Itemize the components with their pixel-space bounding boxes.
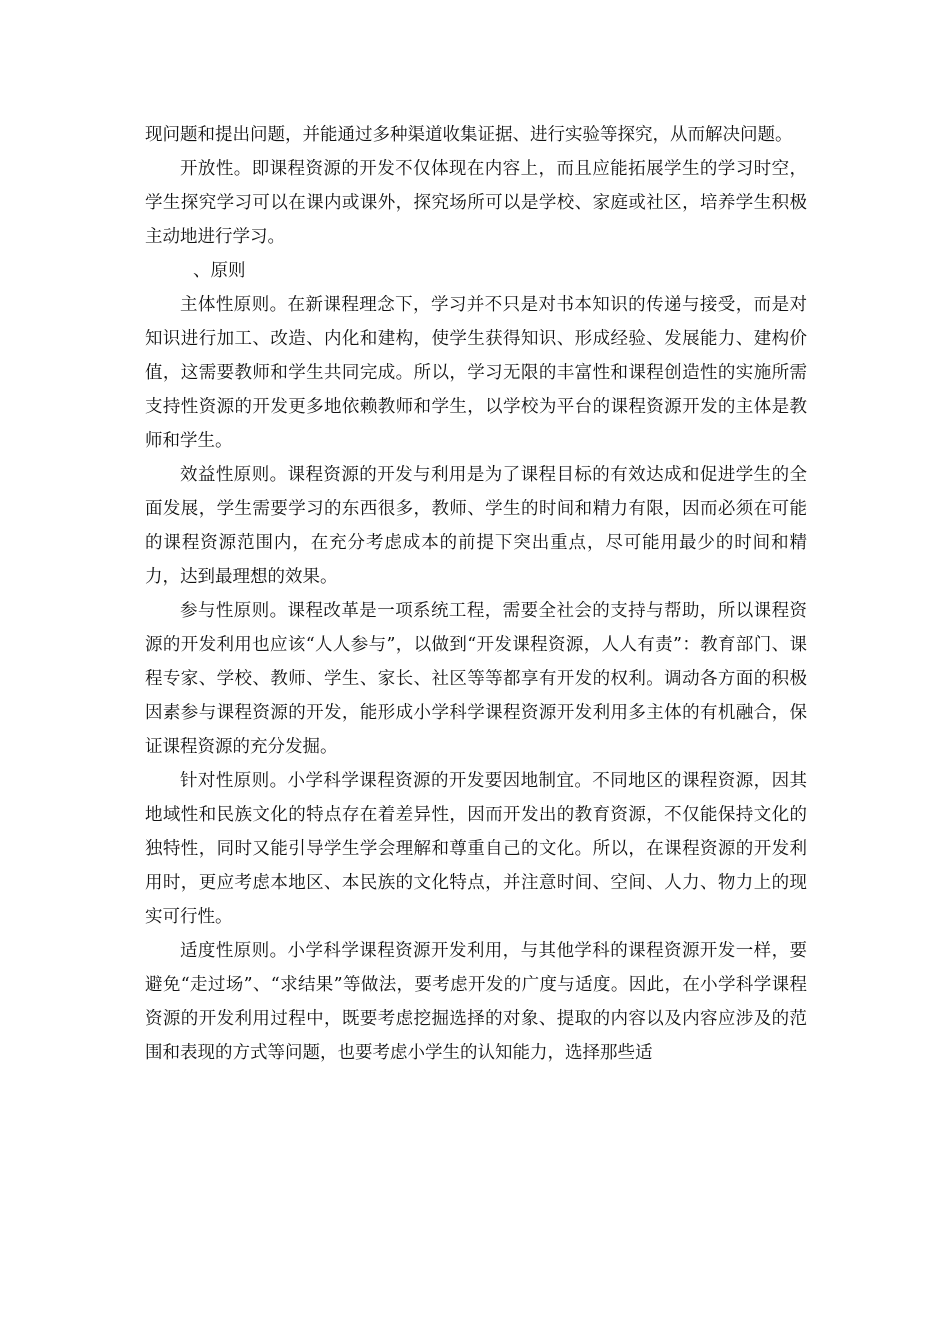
document-page	[145, 118, 807, 1070]
paragraph-continuation: 现问题和提出问题，并能通过多种渠道收集证据、进行实验等探究，从而解决问题。	[145, 125, 793, 145]
paragraph-openness: 开放性。即课程资源的开发不仅体现在内容上，而且应能拓展学生的学习时空，学生探究学习可以在课内或课外，探究场所可以是学校、家庭或社区，培养学生积极主动地进行学习。	[145, 159, 807, 247]
paragraph-subject-principle: 主体性原则。在新课程理念下，学习并不只是对书本知识的传递与接受，而是对知识进行加工、改造、内化和建构，使学生获得知识、形成经验、发展能力、建构价值，这需要教师和学生共同完成。所以，学习无限的丰富性和课程创造性的实施所需支持性资源的开发更多地依赖教师和学生，以学校为平台的课程资源开发的主体是教师和学生。	[145, 295, 807, 451]
paragraph-moderation-principle: 适度性原则。小学科学课程资源开发利用，与其他学科的课程资源开发一样，要避免“走过场”、“求结果”等做法，要考虑开发的广度与适度。因此，在小学科学课程资源的开发利用过程中，既要考虑挖掘选择的对象、提取的内容以及内容应涉及的范围和表现的方式等问题，也要考虑小学生的认知能力，选择那些适	[145, 941, 807, 1063]
section-heading-principles: 、原则	[193, 261, 246, 281]
paragraph-participation-principle: 参与性原则。课程改革是一项系统工程，需要全社会的支持与帮助，所以课程资源的开发利用也应该“人人参与”，以做到“开发课程资源，人人有责”：教育部门、课程专家、学校、教师、学生、家长、社区等等都享有开发的权利。调动各方面的积极因素参与课程资源的开发，能形成小学科学课程资源开发利用多主体的有机融合，保证课程资源的充分发掘。	[145, 601, 807, 757]
paragraph-targeting-principle: 针对性原则。小学科学课程资源的开发要因地制宜。不同地区的课程资源，因其地域性和民族文化的特点存在着差异性，因而开发出的教育资源，不仅能保持文化的独特性，同时又能引导学生学会理解和尊重自己的文化。所以，在课程资源的开发利用时，更应考虑本地区、本民族的文化特点，并注意时间、空间、人力、物力上的现实可行性。	[145, 771, 807, 927]
paragraph-benefit-principle: 效益性原则。课程资源的开发与利用是为了课程目标的有效达成和促进学生的全面发展，学生需要学习的东西很多，教师、学生的时间和精力有限，因而必须在可能的课程资源范围内，在充分考虑成本的前提下突出重点，尽可能用最少的时间和精力，达到最理想的效果。	[145, 465, 807, 587]
